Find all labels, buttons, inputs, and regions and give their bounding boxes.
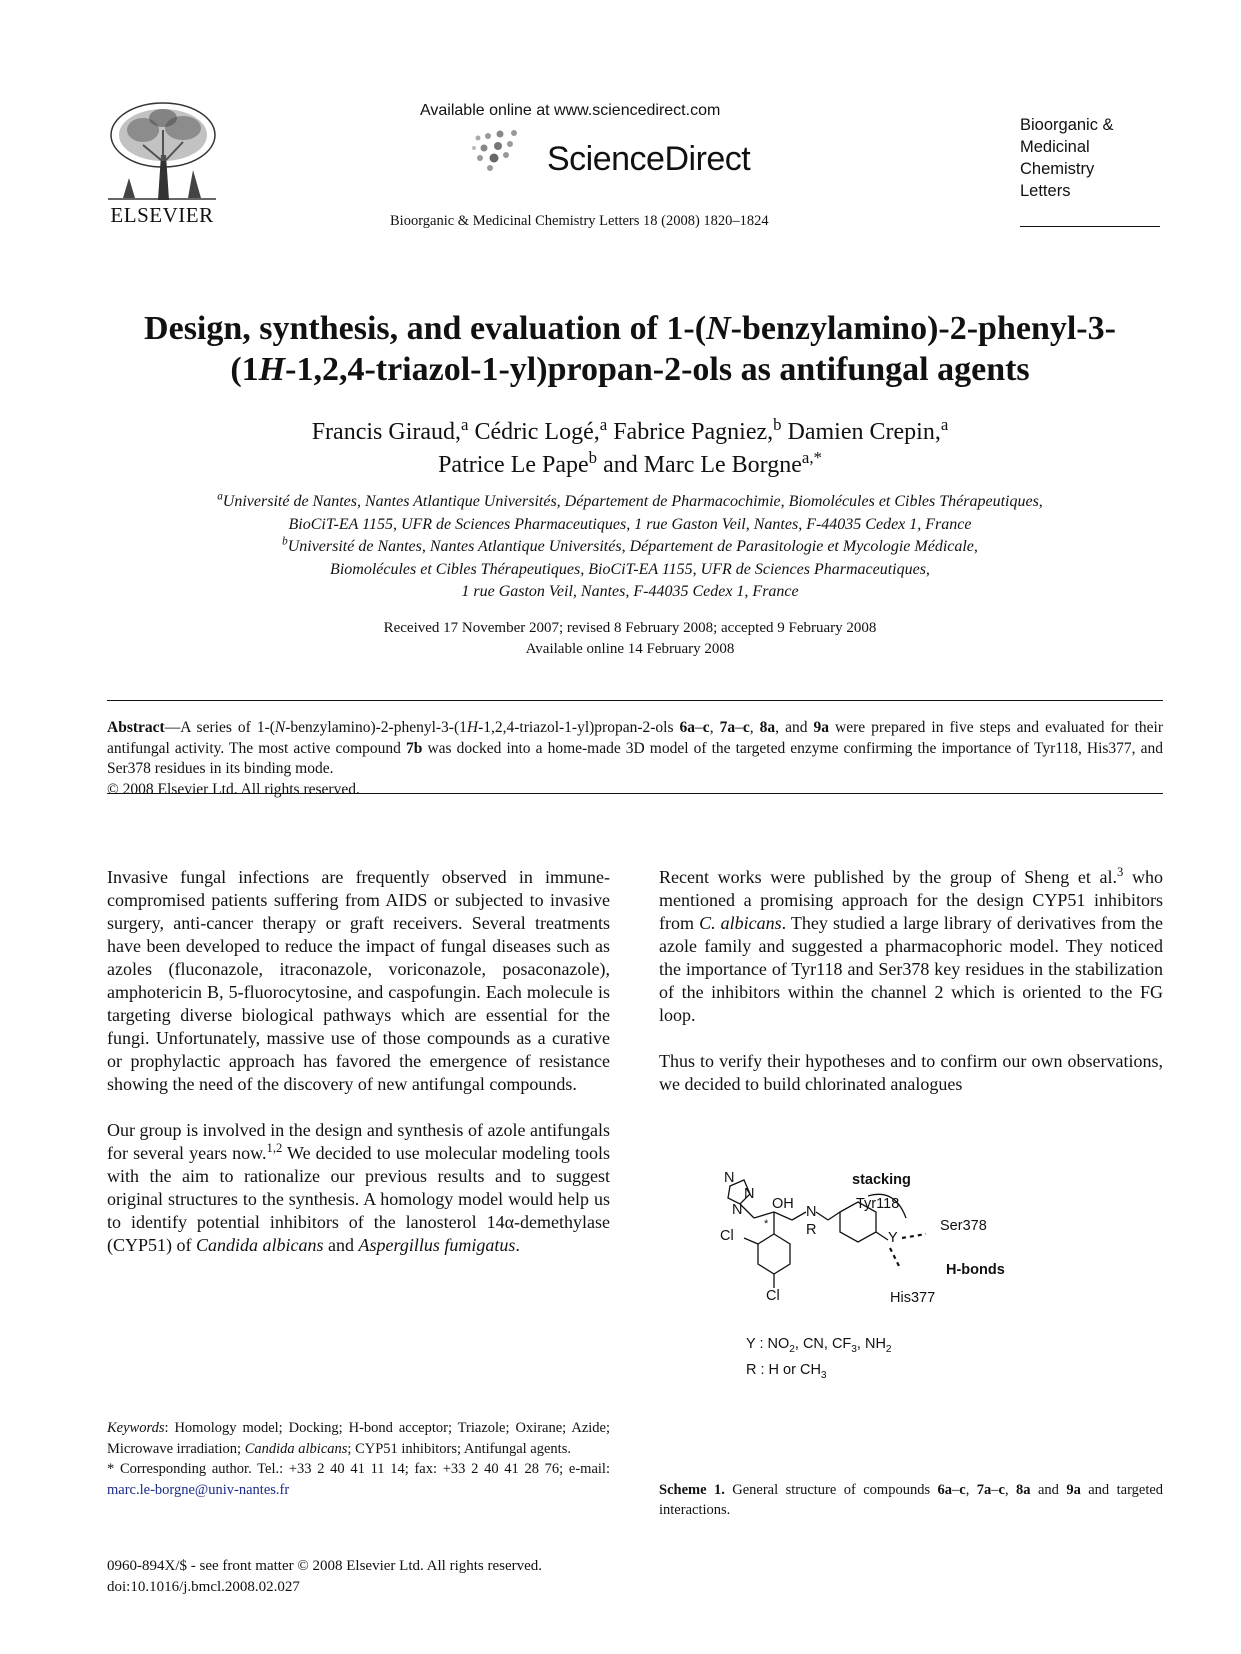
y-substituents-legend: Y : $NO_2$, CN, $CF_3$, $NH_2$ [746, 1336, 892, 1355]
available-online-date: Available online 14 February 2008 [525, 641, 735, 657]
paragraph: Our group is involved in the design and synthesis of azole antifungals for several years now.$^{1,2}$ We decided to use molecular modeling tools with the aim to rationalize our previous results and to suggest original structures to the synthesis. A homology model would help us to identify potential inhibitors of the lanosterol 14α-demethylase (CYP51) of Candida albicans and Aspergillus fumigatus. [107, 1120, 611, 1255]
hydroxyl-label: OH [772, 1196, 794, 1212]
chloro-label: Cl [720, 1228, 734, 1244]
tyr118-label: Tyr118 [856, 1196, 900, 1212]
issn-line: 0960-894X/$ - see front matter © 2008 Elsevier Ltd. All rights reserved. [107, 1558, 543, 1574]
abstract-top-rule [107, 700, 1163, 701]
citation-ref[interactable]: 1,2 [266, 1141, 283, 1155]
journal-name [1020, 114, 1160, 202]
triazole-n-label: N [732, 1202, 743, 1218]
journal-name-line: Letters [1020, 182, 1071, 200]
keywords-footnote [107, 1418, 610, 1500]
author: Cédric Logé,$^a$ [474, 415, 608, 445]
ser378-label: Ser378 [940, 1218, 987, 1234]
article-dates [200, 618, 1060, 660]
citation-ref[interactable]: 3 [1117, 865, 1124, 879]
affiliation-line: Biomolécules et Cibles Thérapeutiques, BioCiT-EA 1155, UFR de Sciences Pharmaceutiques, [330, 560, 930, 578]
chloro-label: Cl [766, 1288, 780, 1304]
affiliations [90, 491, 1170, 604]
journal-reference: Bioorganic & Medicinal Chemistry Letters 18 (2008) 1820–1824 [390, 213, 769, 229]
author: Patrice Le Pape$^b$ [438, 448, 598, 478]
abstract-bottom-rule [107, 793, 1163, 794]
journal-name-line: Medicinal [1020, 138, 1090, 156]
email-link[interactable]: marc.le-borgne@univ-nantes.fr [107, 1481, 290, 1498]
author: Fabrice Pagniez,$^b$ [613, 415, 782, 445]
author: Damien Crepin,$^a$ [787, 415, 949, 445]
his377-label: His377 [890, 1290, 936, 1306]
doi-line[interactable]: doi:10.1016/j.bmcl.2008.02.027 [107, 1579, 300, 1595]
affiliation-line: BioCiT-EA 1155, UFR de Sciences Pharmaceutiques, 1 rue Gaston Veil, Nantes, F-44035 Cedex 1, France [288, 515, 972, 533]
keywords: Keywords: Homology model; Docking; H-bond acceptor; Triazole; Oxirane; Azide; Microwave irradiation; Candida albicans; CYP51 inhibitors; Antifungal agents. [107, 1420, 610, 1457]
publisher-name: ELSEVIER [110, 203, 214, 227]
abstract-copyright: © 2008 Elsevier Ltd. All rights reserved. [107, 780, 360, 798]
received-dates: Received 17 November 2007; revised 8 February 2008; accepted 9 February 2008 [383, 620, 877, 636]
author: Francis Giraud,$^a$ [311, 415, 469, 445]
author: and Marc Le Borgne$^{a,*}$ [603, 448, 822, 478]
page-footer [107, 1556, 627, 1598]
r-group-label: R [806, 1222, 817, 1238]
right-column [659, 866, 1163, 1119]
corresponding-author: * Corresponding author. Tel.: +33 2 40 41 11 14; fax: +33 2 40 41 28 76; e-mail: marc.le-borgne@univ-nantes.fr [107, 1461, 610, 1498]
triazole-n-label: N [744, 1186, 755, 1202]
abstract: Abstract—A series of 1-(N-benzylamino)-2-phenyl-3-(1H-1,2,4-triazol-1-yl)propan-2-ols 6a–c, 7a–c, 8a, and 9a were prepared in five steps and evaluated for their antifungal activity. The most active compound 7b was docked into a home-made 3D model of the targeted enzyme confirming the importance of Tyr118, His377, and Ser378 residues in its binding mode. © 2008 Elsevier Ltd. All rights reserved. [107, 719, 1164, 798]
journal-rule [1020, 226, 1160, 227]
triazole-n-label: N [724, 1170, 735, 1186]
r-substituents-legend: R : H or $CH_3$ [746, 1362, 827, 1381]
h-bonds-label: H-bonds [946, 1262, 1005, 1278]
author-list [90, 416, 1170, 482]
left-column [107, 866, 610, 1280]
journal-name-line: Bioorganic & [1020, 116, 1114, 134]
stacking-label: stacking [852, 1172, 911, 1188]
amine-n-label: N [806, 1204, 817, 1220]
affiliation-line: $^b$Université de Nantes, Nantes Atlantique Universités, Département de Parasitologie et Mycologie Médicale, [282, 535, 978, 555]
affiliation-line: $^a$Université de Nantes, Nantes Atlantique Universités, Département de Pharmacochimie, Biomolécules et Cibles Thérapeutiques, [217, 490, 1043, 510]
journal-name-line: Chemistry [1020, 160, 1095, 178]
sciencedirect-wordmark: ScienceDirect [547, 140, 751, 178]
paragraph: Recent works were published by the group of Sheng et al.$^3$ who mentioned a promising approach for the design CYP51 inhibitors from C. albicans. They studied a large library of derivatives from the azole family and suggested a pharmacophoric model. They noticed the importance of Tyr118 and Ser378 key residues in the stabilization of the inhibitors within the channel 2 which is oriented to the FG loop. [659, 865, 1164, 1025]
scheme-caption: Scheme 1. General structure of compounds 6a–c, 7a–c, 8a and 9a and targeted interactions. [659, 1482, 1164, 1518]
scheme-1-structure [720, 1170, 1020, 1381]
stereocenter-mark: * [764, 1218, 769, 1230]
paragraph: Invasive fungal infections are frequently observed in immune-compromised patients suffering from AIDS or subjected to invasive surgery, anti-cancer therapy or graft receivers. Several treatments have been developed to reduce the impact of fungal diseases such as azoles (fluconazole, itraconazole, voriconazole, posaconazole), amphotericin B, 5-fluorocytosine, and caspofungin. Each molecule is targeting diverse biological pathways which are essential for the fungi. Unfortunately, massive use of those compounds as a curative or prophylactic approach has favored the emergence of resistance showing the need of the discovery of new antifungal compounds. [107, 867, 610, 1094]
affiliation-line: 1 rue Gaston Veil, Nantes, F-44035 Cedex 1, France [461, 583, 799, 600]
y-group-label: Y [888, 1230, 898, 1246]
sciencedirect-dots-icon [470, 128, 550, 178]
article-title: Design, synthesis, and evaluation of 1-(N-benzylamino)-2-phenyl-3- (1H-1,2,4-triazol-1-yl)propan-2-ols as antifungal agents [144, 310, 1116, 388]
paragraph: Thus to verify their hypotheses and to confirm our own observations, we decided to build chlorinated analogues [659, 1051, 1163, 1094]
available-online-text: Available online at www.sciencedirect.com [420, 102, 721, 119]
